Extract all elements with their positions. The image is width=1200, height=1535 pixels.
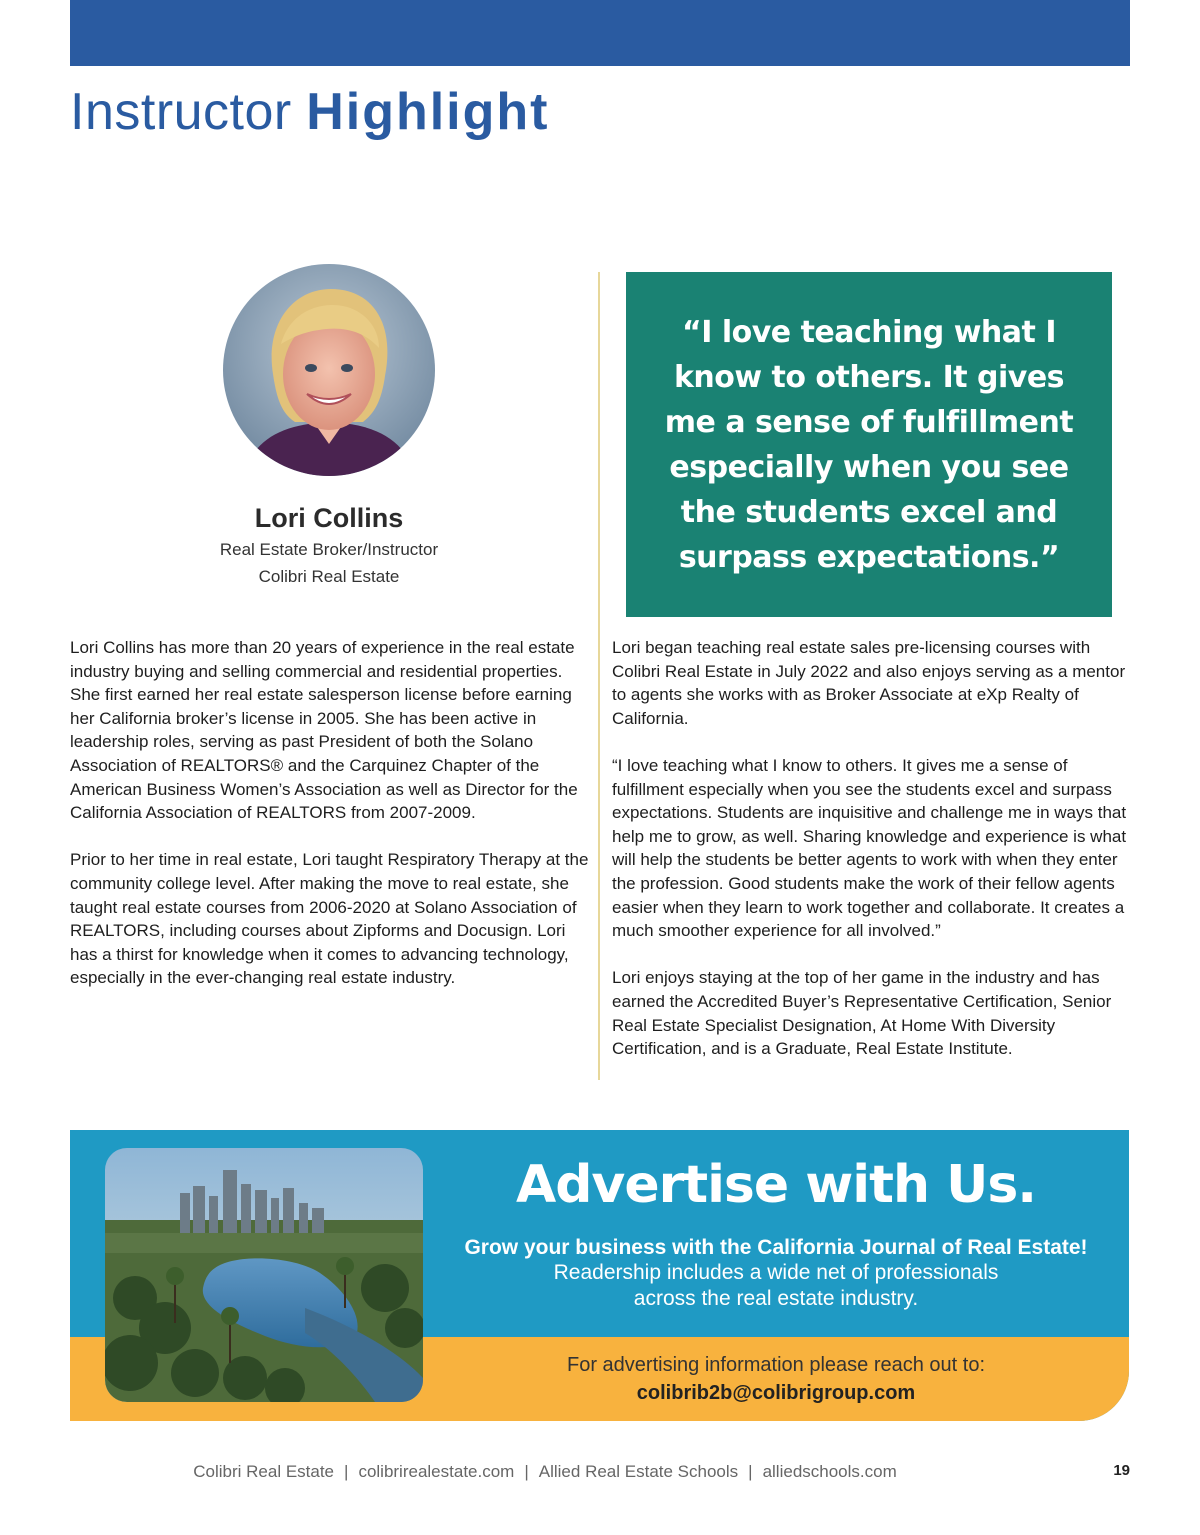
page-title-light: Instructor	[70, 83, 292, 141]
footer-item: Allied Real Estate Schools	[538, 1462, 739, 1481]
instructor-role: Real Estate Broker/Instructor	[219, 540, 439, 559]
pull-quote-text: “I love teaching what I know to others. It gives me a sense of fulfillment especially when you see the students excel and surpass expectations.”	[664, 314, 1074, 575]
advertisement-banner	[70, 1130, 1129, 1421]
bio-paragraph: “I love teaching what I know to others. It gives me a sense of fulfillment especially when you see the students excel and surpass expectations. Students are inquisitive and challenge me in ways that help me to grow, as well. Sharing knowledge and experience is what will help the students be better agents to work with when they enter the profession. Good students make the work of their fellow agents easier when they learn to work together and collaborate. It creates a much smoother experience for all involved.”	[612, 755, 1127, 941]
bio-paragraph: Lori Collins has more than 20 years of experience in the real estate industry buying and selling commercial and residential properties. She first earned her real estate salesperson license before earning her California broker’s license in 2005. She has been active in leadership roles, serving as past President of both the Solano Association of REALTORS® and the Carquinez Chapter of the American Business Women’s Association as well as Director for the California Association of REALTORS from 2007-2009.	[70, 638, 578, 823]
ad-email-link[interactable]: colibrib2b@colibrigroup.com	[636, 1382, 916, 1404]
ad-contact-label: For advertising information please reach out to:	[567, 1354, 985, 1376]
page-title-bold: Highlight	[306, 83, 550, 141]
bio-paragraph: Prior to her time in real estate, Lori taught Respiratory Therapy at the community college level. After making the move to real estate, she taught real estate courses from 2006-2020 at Solano Association of REALTORS, including courses about Zipforms and Docusign. Lori has a thirst for knowledge when it comes to advancing technology, especially in the ever-changing real estate industry.	[70, 850, 589, 988]
right-column	[612, 636, 1132, 1084]
footer-separator: |	[748, 1462, 753, 1481]
footer-separator: |	[524, 1462, 529, 1481]
city-skyline-photo	[105, 1148, 423, 1402]
ad-description: Readership includes a wide net of professionals across the real estate industry.	[553, 1261, 999, 1310]
bio-paragraph: Lori began teaching real estate sales pre-licensing courses with Colibri Real Estate in July 2022 and also enjoys serving as a mentor to agents she works with as Broker Associate at eXp Realty of California.	[612, 638, 1126, 728]
footer-item: Colibri Real Estate	[193, 1462, 335, 1481]
instructor-profile	[70, 500, 588, 590]
footer-separator: |	[344, 1462, 349, 1481]
instructor-name: Lori Collins	[254, 503, 404, 533]
instructor-company: Colibri Real Estate	[258, 567, 400, 586]
column-divider	[598, 272, 600, 1080]
page-number: 19	[1113, 1462, 1130, 1479]
left-column	[70, 636, 592, 1014]
ad-subtitle: Grow your business with the California Journal of Real Estate!	[464, 1236, 1088, 1259]
footer-link[interactable]: colibrirealestate.com	[358, 1462, 515, 1481]
ad-title: Advertise with Us.	[515, 1155, 1037, 1215]
bio-paragraph: Lori enjoys staying at the top of her game in the industry and has earned the Accredited Buyer’s Representative Certification, Senior Real Estate Specialist Designation, At Home With Diversity Certification, and is a Graduate, Real Estate Institute.	[612, 968, 1112, 1059]
header-bar	[70, 0, 1130, 66]
pull-quote	[626, 272, 1112, 617]
page-title	[70, 82, 549, 142]
footer-link[interactable]: alliedschools.com	[762, 1462, 897, 1481]
page-footer	[70, 1462, 1020, 1482]
instructor-portrait	[223, 264, 435, 476]
